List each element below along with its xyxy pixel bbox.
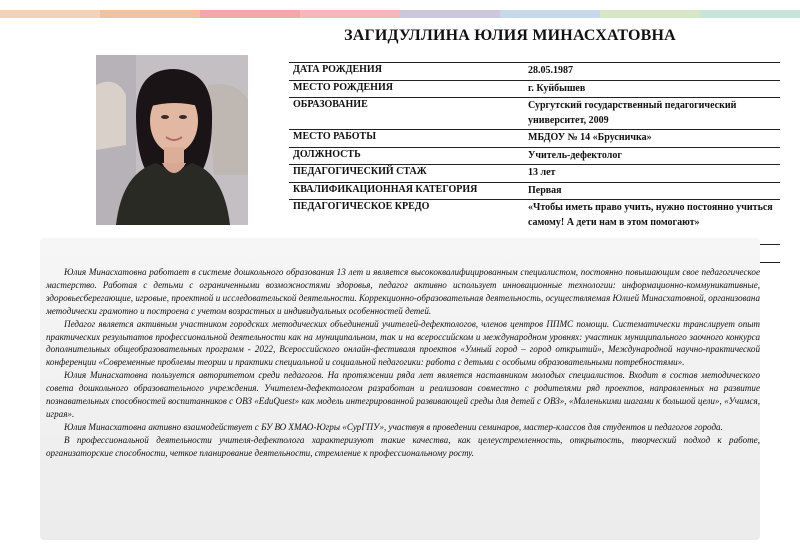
info-row-position bbox=[289, 147, 780, 165]
stripe-segment bbox=[400, 10, 500, 18]
stripe-segment bbox=[100, 10, 200, 18]
info-label: ПЕДАГОГИЧЕСКИЙ СТАЖ bbox=[293, 166, 427, 177]
info-value: 13 лет bbox=[528, 167, 556, 178]
stripe-segment bbox=[200, 10, 300, 18]
stripe-segment bbox=[500, 10, 600, 18]
info-value: МБДОУ № 14 «Брусничка» bbox=[528, 132, 652, 143]
info-value: Сургутский государственный педагогический университет, 2009 bbox=[528, 100, 737, 126]
bio-paragraph: В профессиональной деятельности учителя-дефектолога характеризуют такие качества, как целеустремленность, открытость, творческий подход к работе, организаторские способности, четкое планирование деятельности, стремление к профессиональному росту. bbox=[46, 434, 760, 458]
info-label: МЕСТО РОЖДЕНИЯ bbox=[293, 81, 393, 93]
portrait-illustration bbox=[96, 55, 248, 225]
info-row-birth-place bbox=[289, 80, 780, 98]
info-value: Первая bbox=[528, 184, 562, 196]
info-value: 28.05.1987 bbox=[528, 65, 573, 76]
info-label: МЕСТО РАБОТЫ bbox=[293, 131, 377, 142]
info-row-workplace bbox=[289, 129, 780, 147]
info-value: г. Куйбышев bbox=[528, 82, 586, 94]
info-label: КВАЛИФИКАЦИОННАЯ КАТЕГОРИЯ bbox=[293, 183, 478, 195]
info-row-education bbox=[289, 97, 780, 129]
stripe-segment bbox=[600, 10, 700, 18]
header-color-stripe bbox=[0, 10, 800, 18]
info-row-birth-date bbox=[289, 62, 780, 80]
stripe-segment bbox=[0, 10, 100, 18]
portrait-photo bbox=[96, 55, 248, 225]
info-table bbox=[289, 62, 780, 263]
bio-text bbox=[46, 266, 760, 460]
bio-paragraph: Юлия Минасхатовна активно взаимодействует с БУ ВО ХМАО-Югры «СурГПУ», участвуя в проведении семинаров, мастер-классов для студентов и педагогов города. bbox=[64, 421, 723, 432]
stripe-segment bbox=[300, 10, 400, 18]
info-label: ДОЛЖНОСТЬ bbox=[293, 148, 361, 160]
info-label: ОБРАЗОВАНИЕ bbox=[293, 99, 368, 110]
page-title: ЗАГИДУЛЛИНА ЮЛИЯ МИНАСХАТОВНА bbox=[344, 27, 676, 44]
info-value: «Чтобы иметь право учить, нужно постоянно учиться самому! А дети нам в этом помогают» bbox=[528, 202, 773, 228]
info-label: ДАТА РОЖДЕНИЯ bbox=[293, 64, 382, 75]
bio-paragraph: Юлия Минасхатовна работает в системе дошкольного образования 13 лет и является высококвалифицированным специалистом, постоянно повышающим свое педагогическое мастерство. Работая с детьми с ограниченными возможностями здоровья, педагог активно использует инновационные технологии: информационно-коммуникативные, здоровьесберегающие, игровые, проектной и исследовательской деятельности. Коррекционно-образовательная деятельность, осуществляемая Юлией Минасхатовной, организована методически грамотно и построена с учетом возрастных и индивидуальных особенностей детей. bbox=[46, 267, 760, 316]
info-label: ПЕДАГОГИЧЕСКОЕ КРЕДО bbox=[293, 201, 430, 212]
stripe-segment bbox=[700, 10, 800, 18]
info-row-experience bbox=[289, 164, 780, 182]
info-row-category bbox=[289, 182, 780, 200]
bio-paragraph: Юлия Минасхатовна пользуется авторитетом среди педагогов. На протяжении ряда лет является наставником молодых специалистов. Входит в состав методического совета дошкольного образовательного учреждения. Учителем-дефектологом разработан и реализован совместно с родителями ряд проектов, направленных на развитие познавательных способностей воспитанников с ОВЗ «EduQuest» как модель интегрированной развивающей среды для детей с ОВЗ», «Маленькими шагами к большой цели», «Учимся, играя». bbox=[46, 370, 760, 419]
bio-paragraph: Педагог является активным участником городских методических объединений учителей-дефектологов, членов центров ППМС помощи. Систематически транслирует опыт практических результатов профессиональной деятельности как на муниципальном, так и на всероссийском и международном уровнях: участник муниципального заочного конкурса дополнительных общеобразовательных программ - 2022, Всероссийского онлайн-фестиваля проектов «Умный город – город открытий», Международной научно-практической конференции «Современные проблемы теории и практики специальной и социальной педагогики: работа с детьми с особыми образовательными потребностями». bbox=[46, 318, 760, 368]
info-value: Учитель-дефектолог bbox=[528, 149, 622, 161]
